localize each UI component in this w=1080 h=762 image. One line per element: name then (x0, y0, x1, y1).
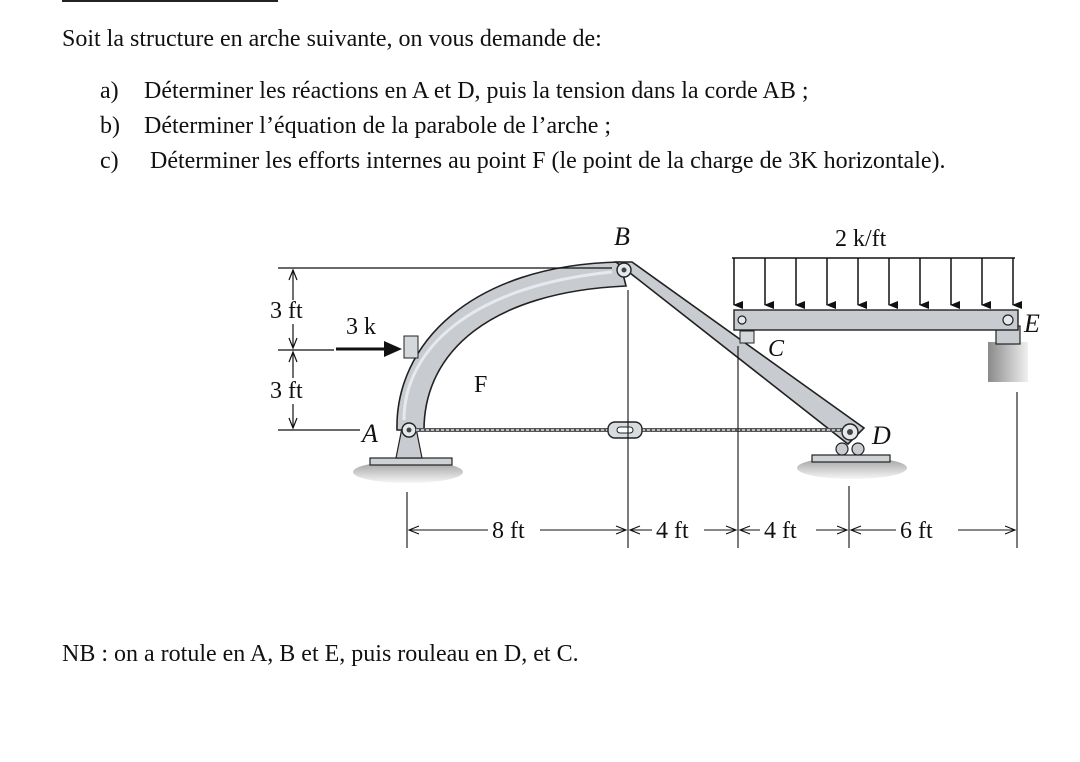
task-label: b) (100, 113, 120, 139)
label-span-1: 8 ft (492, 518, 525, 544)
task-label: c) (100, 148, 119, 174)
beam-CE (734, 310, 1018, 330)
point-load-arrow (336, 341, 402, 357)
label-B: B (614, 222, 630, 251)
label-D: D (872, 421, 891, 450)
label-span-3: 4 ft (764, 518, 797, 544)
task-text: Déterminer les réactions en A et D, puis la tension dans la corde AB ; (144, 78, 809, 104)
load-block-F (404, 336, 418, 358)
label-C: C (768, 336, 785, 362)
task-text: Déterminer les efforts internes au point F (le point de la charge de 3K horizontale). (150, 148, 946, 174)
problem-intro: Soit la structure en arche suivante, on vous demande de: (62, 26, 602, 52)
pin-E (1003, 315, 1013, 325)
label-point-load: 3 k (346, 314, 376, 340)
rope-AD (416, 422, 842, 438)
distributed-load (732, 258, 1015, 305)
label-F: F (474, 372, 488, 398)
label-height-top: 3 ft (270, 298, 303, 324)
label-span-4: 6 ft (900, 518, 933, 544)
pin-C (738, 316, 746, 324)
label-span-2: 4 ft (656, 518, 689, 544)
note-text: NB : on a rotule en A, B et E, puis rouleau en D, et C. (62, 641, 579, 667)
label-distributed-load: 2 k/ft (835, 226, 887, 252)
label-A: A (362, 419, 378, 448)
task-text: Déterminer l’équation de la parabole de l’arche ; (144, 113, 612, 139)
label-E: E (1024, 309, 1040, 338)
label-height-bottom: 3 ft (270, 378, 303, 404)
task-label: a) (100, 78, 119, 104)
